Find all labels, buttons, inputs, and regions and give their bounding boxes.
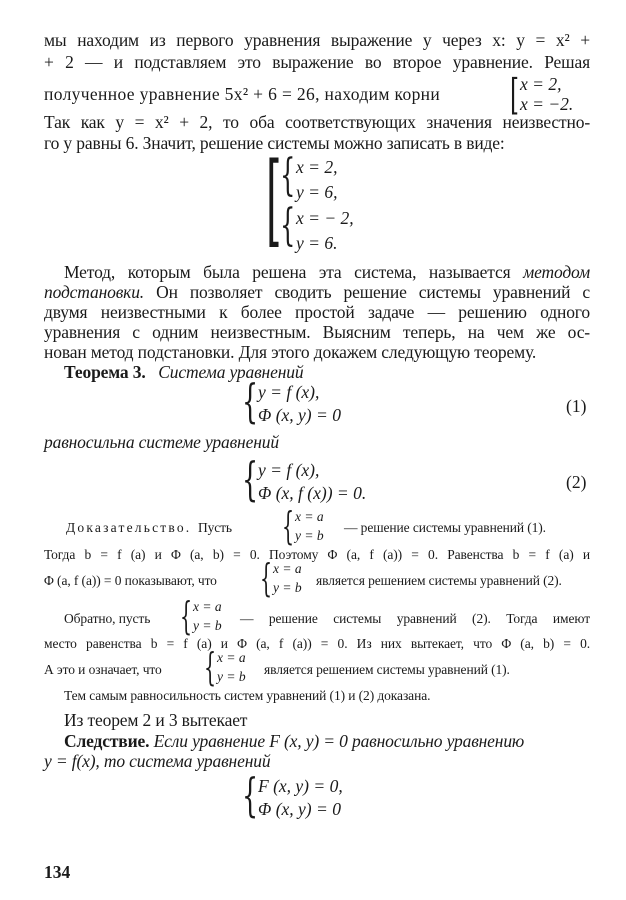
method-line-2: подстановки. Он позволяет сводить решение системы уравнений с	[44, 282, 590, 302]
method-line-3: двумя неизвестными к более простой задаче — решению одного	[44, 302, 590, 322]
system2-eq-a: y = f (x),	[258, 460, 320, 480]
from-theorems: Из теорем 2 и 3 вытекает	[64, 710, 248, 730]
page-number: 134	[44, 862, 71, 882]
proof-line-2: Тогда b = f (a) и Φ (a, b) = 0. Поэтому Φ (a, f (a)) = 0. Равенства b = f (a) и	[44, 547, 590, 562]
text-line-5: го y равны 6. Значит, решение системы можно записать в виде:	[44, 133, 505, 153]
text-line-2: + 2 — и подставляем это выражение во второе уравнение. Решая	[44, 52, 590, 72]
equation-number-2: (2)	[566, 472, 587, 492]
proof-line-1: — решение системы уравнений (1).	[344, 520, 546, 535]
proof-line-6b: является решением системы уравнений (1).	[264, 662, 510, 677]
system3-eq-a: F (x, y) = 0,	[258, 776, 343, 796]
pair-x: x = a	[295, 509, 324, 524]
curly-brace-icon: {	[242, 374, 259, 428]
curly-brace-icon: {	[280, 150, 296, 201]
square-bracket-icon: [	[266, 141, 282, 258]
solution-y2: y = 6.	[296, 233, 338, 253]
proof-line-3a: Φ (a, f (a)) = 0 показывают, что	[44, 573, 217, 588]
proof-line-3b: является решением системы уравнений (2).	[316, 573, 562, 588]
curly-brace-icon: {	[282, 504, 295, 548]
curly-brace-icon: {	[242, 768, 259, 822]
system1-eq-b: Φ (x, y) = 0	[258, 405, 341, 425]
curly-brace-icon: {	[260, 556, 273, 600]
system2-eq-b: Φ (x, f (x)) = 0.	[258, 483, 367, 503]
method-line-4: уравнения с одним неизвестным. Выясним теперь, на чем же ос-	[44, 322, 590, 342]
solution-x1: x = 2,	[296, 157, 338, 177]
equivalent-text: равносильна системе уравнений	[44, 432, 279, 452]
text-line-3: полученное уравнение 5x² + 6 = 26, находим корни	[44, 84, 441, 104]
theorem-heading: Теорема 3. Система уравнений	[64, 362, 304, 382]
proof-line-5: место равенства b = f (a) и Φ (a, f (a)) = 0. Из них вытекает, что Φ (a, b) = 0.	[44, 636, 590, 651]
equation-number-1: (1)	[566, 396, 587, 416]
system1-eq-a: y = f (x),	[258, 382, 320, 402]
solution-y1: y = 6,	[296, 182, 338, 202]
curly-brace-icon: {	[204, 645, 217, 689]
pair-y: y = b	[217, 669, 246, 684]
proof-line-4a: Обратно, пусть	[64, 611, 151, 626]
pair-y: y = b	[193, 618, 222, 633]
curly-brace-icon: {	[180, 594, 193, 638]
text-line-4: Так как y = x² + 2, то оба соответствующих значения неизвестно-	[44, 112, 590, 132]
root-top: x = 2,	[520, 74, 562, 94]
solution-x2: x = − 2,	[296, 208, 354, 228]
proof-line-4b: — решение системы уравнений (2). Тогда имеют	[240, 611, 590, 626]
corollary-line-2: y = f(x), то система уравнений	[44, 751, 271, 771]
proof-line-6a: А это и означает, что	[44, 662, 162, 677]
pair-x: x = a	[193, 599, 222, 614]
proof-line-7: Тем самым равносильность систем уравнений (1) и (2) доказана.	[64, 688, 431, 703]
root-bottom: x = −2.	[520, 94, 574, 114]
curly-brace-icon: {	[280, 200, 296, 251]
method-line-1: Метод, которым была решена эта система, называется методом	[64, 262, 590, 282]
pair-y: y = b	[273, 580, 302, 595]
corollary-line-1: Следствие. Если уравнение F (x, y) = 0 равносильно уравнению	[64, 731, 525, 751]
method-line-5: нован метод подстановки. Для этого докажем следующую теорему.	[44, 342, 537, 362]
pair-x: x = a	[273, 561, 302, 576]
pair-x: x = a	[217, 650, 246, 665]
system3-eq-b: Φ (x, y) = 0	[258, 799, 341, 819]
square-bracket-icon: [	[510, 70, 520, 119]
curly-brace-icon: {	[242, 452, 259, 506]
pair-y: y = b	[295, 528, 324, 543]
proof-label: Доказательство. Пусть	[66, 520, 232, 535]
text-line-1: мы находим из первого уравнения выражение y через x: y = x² +	[44, 30, 590, 50]
